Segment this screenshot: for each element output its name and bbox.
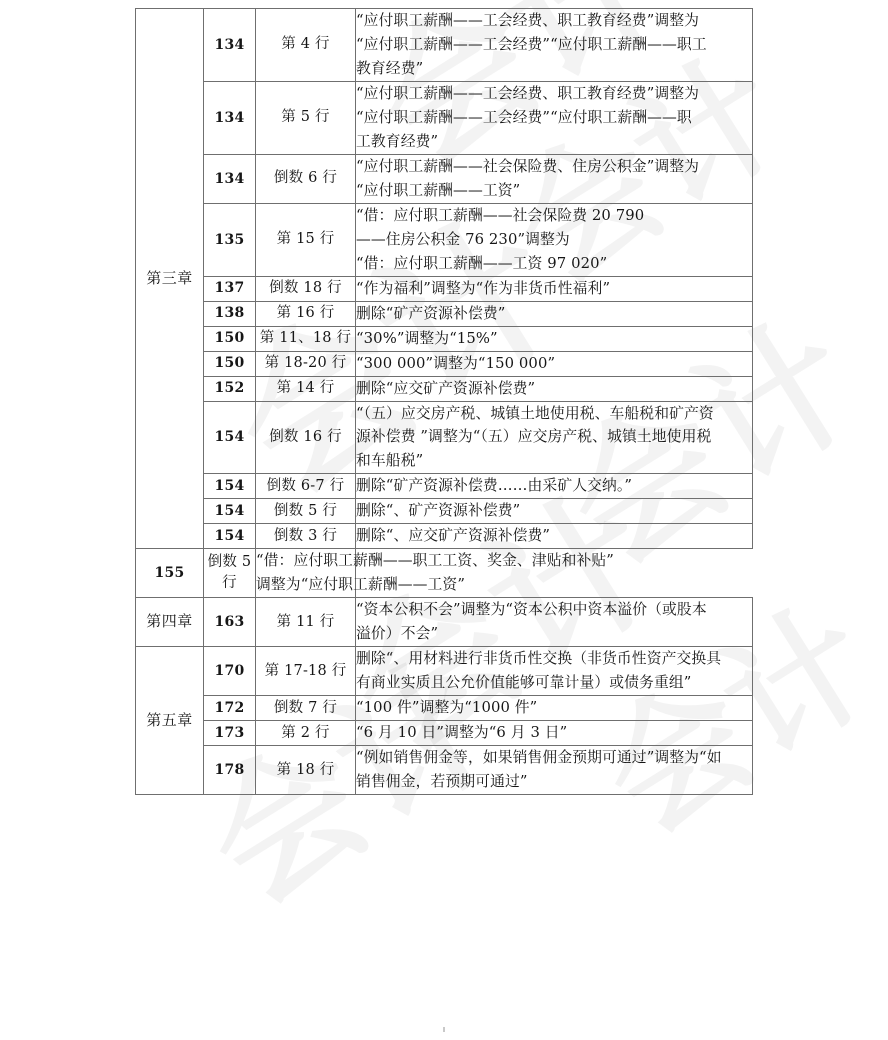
table-row — [136, 499, 753, 524]
line-reference-cell: 第 18-20 行 — [256, 351, 356, 376]
correction-description-cell — [356, 276, 753, 301]
table-row — [136, 203, 753, 276]
page-number-cell: 138 — [204, 301, 256, 326]
correction-line: 销售佣金，若预期可通过” — [356, 773, 528, 791]
table-row — [136, 351, 753, 376]
table-row — [136, 647, 753, 696]
correction-line: “应付职工薪酬——工会经费”“应付职工薪酬——职 — [356, 108, 692, 126]
page-number-cell: 154 — [204, 474, 256, 499]
page-number-cell: 155 — [136, 549, 204, 598]
page-number-cell: 134 — [204, 154, 256, 203]
page-number-cell: 137 — [204, 276, 256, 301]
line-reference-cell: 第 15 行 — [256, 203, 356, 276]
table-row — [136, 154, 753, 203]
correction-line: “100 件”调整为“1000 件” — [356, 699, 538, 717]
correction-line: “资本公积不会”调整为“资本公积中资本溢价（或股本 — [356, 601, 707, 619]
page-number-cell: 134 — [204, 9, 256, 82]
correction-line: 有商业实质且公允价值能够可靠计量）或债务重组” — [356, 674, 692, 692]
page-number-cell: 154 — [204, 524, 256, 549]
line-reference-cell: 第 5 行 — [256, 81, 356, 154]
table-row — [136, 9, 753, 82]
correction-line: “6 月 10 日”调整为“6 月 3 日” — [356, 724, 568, 742]
errata-table-body — [136, 9, 753, 795]
line-reference-cell: 第 11、18 行 — [256, 326, 356, 351]
correction-description-cell — [256, 549, 614, 598]
page-number-cell: 172 — [204, 696, 256, 721]
correction-line: 调整为“应付职工薪酬——工资” — [256, 576, 465, 594]
page-number-cell: 152 — [204, 376, 256, 401]
page-number-cell: 178 — [204, 746, 256, 795]
table-row — [136, 474, 753, 499]
correction-description-cell — [356, 499, 753, 524]
table-row — [136, 276, 753, 301]
correction-line: 删除“、矿产资源补偿费” — [356, 502, 521, 520]
page-number-cell: 173 — [204, 721, 256, 746]
correction-line: 溢价）不会” — [356, 625, 439, 643]
line-reference-cell: 第 18 行 — [256, 746, 356, 795]
correction-description-cell — [356, 351, 753, 376]
page-number-cell: 135 — [204, 203, 256, 276]
page-number-cell: 170 — [204, 647, 256, 696]
correction-line: “借：应付职工薪酬——工资 97 020” — [356, 254, 608, 272]
correction-line: 删除“应交矿产资源补偿费” — [356, 379, 536, 397]
table-row — [136, 746, 753, 795]
correction-line: 删除“矿产资源补偿费” — [356, 304, 506, 322]
correction-description-cell — [356, 326, 753, 351]
correction-line: “30%”调整为“15%” — [356, 329, 498, 347]
correction-line: “作为福利”调整为“作为非货币性福利” — [356, 279, 611, 297]
correction-line: “应付职工薪酬——社会保险费、住房公积金”调整为 — [356, 157, 700, 175]
correction-line: “应付职工薪酬——工会经费、职工教育经费”调整为 — [356, 84, 700, 102]
table-row — [136, 376, 753, 401]
correction-line: 删除“矿产资源补偿费……由采矿人交纳。” — [356, 477, 633, 495]
correction-line: 工教育经费” — [356, 132, 439, 150]
line-reference-cell: 倒数 5 行 — [256, 499, 356, 524]
correction-description-cell — [356, 721, 753, 746]
page-number-cell: 154 — [204, 401, 256, 474]
correction-description-cell — [356, 301, 753, 326]
correction-description-cell — [356, 474, 753, 499]
correction-line: ——住房公积金 76 230”调整为 — [356, 230, 570, 248]
correction-description-cell — [356, 154, 753, 203]
line-reference-cell: 倒数 6-7 行 — [256, 474, 356, 499]
table-row — [136, 301, 753, 326]
correction-line: 删除“、用材料进行非货币性交换（非货币性资产交换具 — [356, 650, 722, 668]
page-number-cell: 154 — [204, 499, 256, 524]
correction-description-cell — [356, 647, 753, 696]
table-row — [136, 524, 753, 549]
line-reference-cell: 倒数 16 行 — [256, 401, 356, 474]
correction-description-cell — [356, 524, 753, 549]
correction-line: 删除“、应交矿产资源补偿费” — [356, 527, 551, 545]
page-number-cell: 150 — [204, 326, 256, 351]
correction-description-cell — [356, 696, 753, 721]
page-number-cell: 163 — [204, 598, 256, 647]
correction-description-cell — [356, 376, 753, 401]
line-reference-cell: 第 17-18 行 — [256, 647, 356, 696]
scan-artifact — [443, 1027, 445, 1032]
line-reference-cell: 倒数 5 行 — [204, 549, 256, 598]
table-row — [136, 549, 753, 598]
table-row — [136, 598, 753, 647]
line-reference-cell: 第 16 行 — [256, 301, 356, 326]
page-number-cell: 134 — [204, 81, 256, 154]
line-reference-cell: 倒数 18 行 — [256, 276, 356, 301]
correction-line: “应付职工薪酬——工会经费”“应付职工薪酬——职工 — [356, 35, 707, 53]
correction-description-cell — [356, 746, 753, 795]
errata-table — [135, 8, 753, 795]
table-row — [136, 401, 753, 474]
correction-line: “300 000”调整为“150 000” — [356, 354, 556, 372]
line-reference-cell: 倒数 7 行 — [256, 696, 356, 721]
correction-description-cell — [356, 401, 753, 474]
line-reference-cell: 第 4 行 — [256, 9, 356, 82]
correction-line: “例如销售佣金等，如果销售佣金预期可通过”调整为“如 — [356, 749, 722, 767]
correction-line: “借：应付职工薪酬——职工工资、奖金、津贴和补贴” — [256, 552, 614, 570]
table-row — [136, 326, 753, 351]
correction-description-cell — [356, 81, 753, 154]
table-row — [136, 721, 753, 746]
correction-line: “借：应付职工薪酬——社会保险费 20 790 — [356, 206, 645, 224]
correction-description-cell — [356, 9, 753, 82]
correction-description-cell — [356, 598, 753, 647]
table-row — [136, 696, 753, 721]
line-reference-cell: 第 11 行 — [256, 598, 356, 647]
chapter-cell: 第五章 — [136, 647, 204, 795]
correction-line: “应付职工薪酬——工会经费、职工教育经费”调整为 — [356, 12, 700, 29]
chapter-cell: 第三章 — [136, 9, 204, 549]
correction-line: 源补偿费 ”调整为“（五）应交房产税、城镇土地使用税 — [356, 428, 712, 446]
chapter-cell: 第四章 — [136, 598, 204, 647]
correction-line: “应付职工薪酬——工资” — [356, 181, 521, 199]
line-reference-cell: 第 14 行 — [256, 376, 356, 401]
table-row — [136, 81, 753, 154]
correction-line: 和车船税” — [356, 452, 424, 470]
line-reference-cell: 倒数 3 行 — [256, 524, 356, 549]
correction-line: 教育经费” — [356, 59, 424, 77]
page-number-cell: 150 — [204, 351, 256, 376]
line-reference-cell: 倒数 6 行 — [256, 154, 356, 203]
line-reference-cell: 第 2 行 — [256, 721, 356, 746]
correction-line: “（五）应交房产税、城镇土地使用税、车船税和矿产资 — [356, 404, 714, 422]
correction-description-cell — [356, 203, 753, 276]
